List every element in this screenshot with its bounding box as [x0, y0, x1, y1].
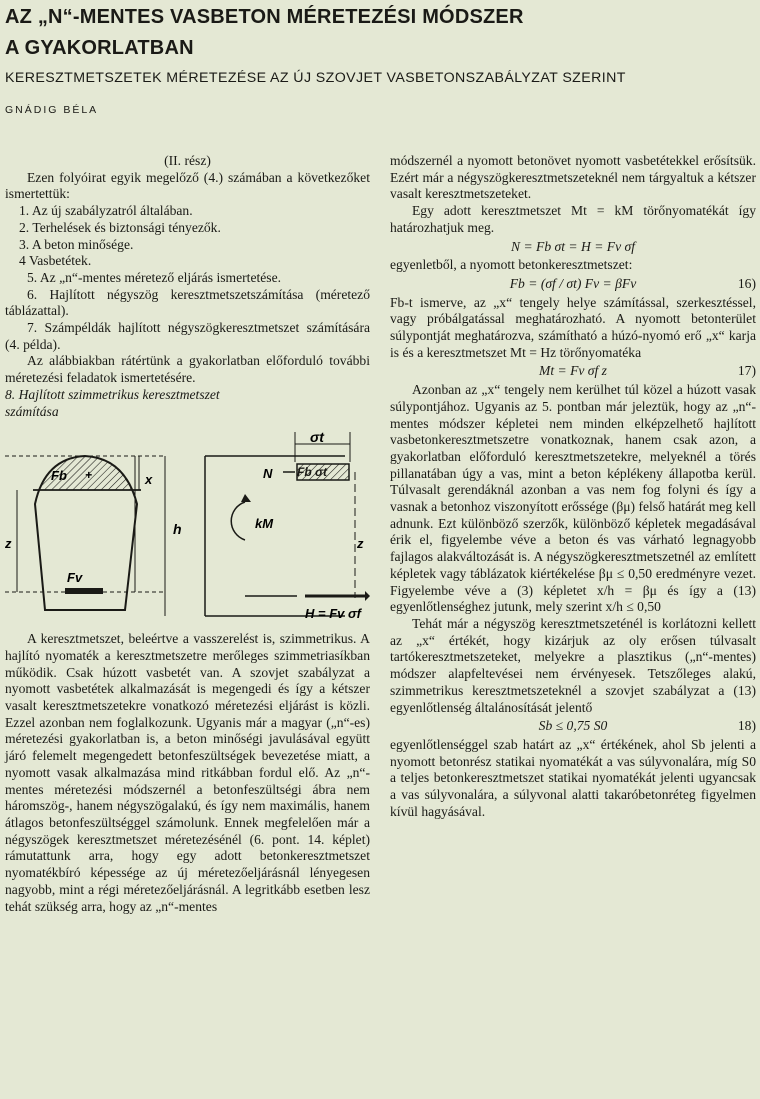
section-heading	[5, 387, 370, 420]
equation-text: Fb = (σf / σt) Fv = βFv	[509, 275, 637, 291]
equation	[390, 239, 756, 256]
list-item: 3. A beton minősége.	[19, 236, 134, 252]
list-item: 5. Az „n“-mentes méretező eljárás ismertetése.	[27, 269, 282, 285]
paragraph: Tehát már a négyszög keresztmetszeténél is korlátozni kellett az „x“ értékét, hogy kizárjuk az oly erősen túlvasalt tartókeresztmetszeteket, melyekre a plasztikus („n“-mentes) módszer alapfeltevései nem érvényesek. Tetszőleges alakú, szimmetrikus keresztmetszeteknél a szovjet szabályzat a (13) egyenlőtlenség általánosítását jelentő	[390, 615, 756, 715]
list-item: 2. Terhelések és biztonsági tényezők.	[19, 219, 221, 235]
list-item: 6. Hajlított négyszög keresztmetszetszámítása (méretező táblázattal).	[5, 286, 370, 319]
title-line-1: AZ „N“-MENTES VASBETON MÉRETEZÉSI MÓDSZER	[5, 6, 524, 28]
equation-16	[390, 276, 756, 293]
equation-number: 16)	[737, 275, 756, 291]
label-N-value: Fb σt	[297, 465, 327, 480]
section-heading-line-1: 8. Hajlított szimmetrikus keresztmetszet	[5, 386, 220, 402]
left-column	[5, 153, 370, 915]
equation-number: 18)	[737, 718, 756, 734]
list-item: 7. Számpéldák hajlított négyszögkeresztmetszet számítására (4. példa).	[5, 320, 370, 352]
cross-section-figure	[5, 430, 370, 625]
label-Fb: Fb	[51, 468, 67, 484]
paragraph: Egy adott keresztmetszet Mt = kM törőnyomatékát így határozhatjuk meg.	[390, 203, 756, 235]
label-H: H = Fv σf	[305, 606, 361, 622]
section-heading-line-2: számítása	[5, 403, 59, 419]
label-sigma-t: σt	[310, 430, 324, 446]
paragraph: A keresztmetszet, beleértve a vasszerelést is, szimmetrikus. A hajlító nyomaték a keresztmetszetre merőleges szimmetriasíkban működik. Csak húzott vasbetét van. A szovjet szabályzat a nyomott vasbetétek alkalmazását is megengedi és így a kétszer vasalt keresztmetszetekre vonatkozó méretezési eljárást is közli. Ezzel azonban nem foglalkozunk. Ugyanis már a magyar („n“-es) méretezési gyakorlatban is, a beton minőségi javulásával együtt járó felemelt megengedett betonfeszültségek bevezetése miatt, a nyomott vasak alkalmazása mind ritkábban fordul elő. Az „n“-mentes méretezési módszernél a betonfeszültségi ábra nem háromszög-, hanem négyszögalakú, és így nem maximális, hanem átlagos betonfeszültséggel számolunk. Ennek megfelelően már a négyszögek keresztmetszet méretezésénél (6. pont. 14. képlet) rámutattunk arra, hogy egy adott betonkeresztmetszet nyomatékbíró képessége az új méretezőeljárásnál lényegesen nagyobb, mint a régi méretezőeljárásnál. A legritkább esetben lesz tehát szükség arra, hogy az „n“-mentes	[5, 631, 370, 914]
equation-18	[390, 718, 756, 735]
list-item: 1. Az új szabályzatról általában.	[19, 203, 193, 219]
paragraph: egyenletből, a nyomott betonkeresztmetszet:	[390, 257, 633, 273]
list-item: 4 Vasbetétek.	[19, 253, 92, 269]
paragraph: egyenlőtlenséggel szab határt az „x“ értékének, ahol Sb jelenti a nyomott betonrész statikai nyomatékát a vas súlyvonalára, míg S0 a teljes betonkeresztmetszet statikai nyomatékát jelenti ugyancsak a vas súlyvonalára, a súlyvonal alatti takaróbetonréteg figyelmen kívül hagyásával.	[390, 736, 756, 819]
label-N: N	[263, 466, 273, 482]
rebar	[65, 588, 103, 594]
part-label: (II. rész)	[164, 153, 211, 168]
equation-text: Sb ≤ 0,75 S0	[538, 718, 608, 734]
intro-paragraph: Ezen folyóirat egyik megelőző (4.) számában a következőket ismertettük:	[5, 169, 370, 202]
label-h: h	[173, 521, 182, 538]
right-column	[390, 153, 756, 820]
paragraph: Azonban az „x“ tengely nem kerülhet túl közel a húzott vasak súlypontjához. Ugyanis az 5. pontban már jeleztük, hogy az „n“-mentes módszer képletei nem minden elképzelhető hajlított vasbetonkeresztmetszetre vonatkoznak, hanem csak azon, a gyakorlatban előforduló keresztmetszetekre, melyeknél a törés pillanatában úgy a vas, mint a beton képlékeny állapotba kerül. Túlvasalt gerendáknál azonban a vas nem fog folyni és így a vasnak a betonhoz viszonyított erőssége (βμ) felső határát meg kell adnunk. Ezt különböző szerzők, különböző képletek megadásával érik el, figyelembe véve a beton és vas várható legnagyobb fajlagos alakváltozását is. A négyszögkeresztmetszetnél az említett képletek vagy táblázatok kiértékelése βμ ≤ 0,50 eredményre vezet. Figyelembe véve a (3) képletet x/h = βμ és így a (13) egyenlőtlenséghez jutunk, mely szerint x/h ≤ 0,50	[390, 382, 756, 615]
equation-text: Mt = Fv σf z	[539, 363, 607, 379]
author: GNÁDIG BÉLA	[5, 104, 99, 116]
paragraph: Fb-t ismerve, az „x“ tengely helye számítással, szerkesztéssel, vagy próbálgatással meghatározható. A nyomott betonterület súlypontját meghatározva, számítható a húzó-nyomó erő „x“ karja is és a keresztmetszet Mt = Hz törőnyomatéka	[390, 294, 756, 360]
label-z-left: z	[5, 536, 12, 552]
article-title	[5, 2, 524, 64]
equation-17	[390, 363, 756, 380]
equation-text: N = Fb σt = H = Fv σf	[511, 238, 635, 254]
equation-number: 17)	[737, 363, 756, 379]
label-kM: kM	[255, 516, 274, 532]
article-subtitle: KERESZTMETSZETEK MÉRETEZÉSE AZ ÚJ SZOVJET VASBETONSZABÁLYZAT SZERINT	[5, 70, 626, 86]
label-z-right: z	[357, 536, 364, 552]
label-Fv: Fv	[67, 570, 83, 586]
title-line-2: A GYAKORLATBAN	[5, 37, 194, 59]
label-x: x	[145, 472, 153, 488]
paragraph: módszernél a nyomott betonövet nyomott vasbetétekkel erősítsük. Ezért már a négyszögkeresztmetszeteknél nem tárgyaltuk a kétszer vasalt keresztmetszeteket.	[390, 153, 756, 202]
svg-text:+: +	[85, 468, 93, 483]
outro-paragraph: Az alábbiakban rátértünk a gyakorlatban előforduló további méretezési feladatok ismertetésére.	[5, 353, 370, 386]
